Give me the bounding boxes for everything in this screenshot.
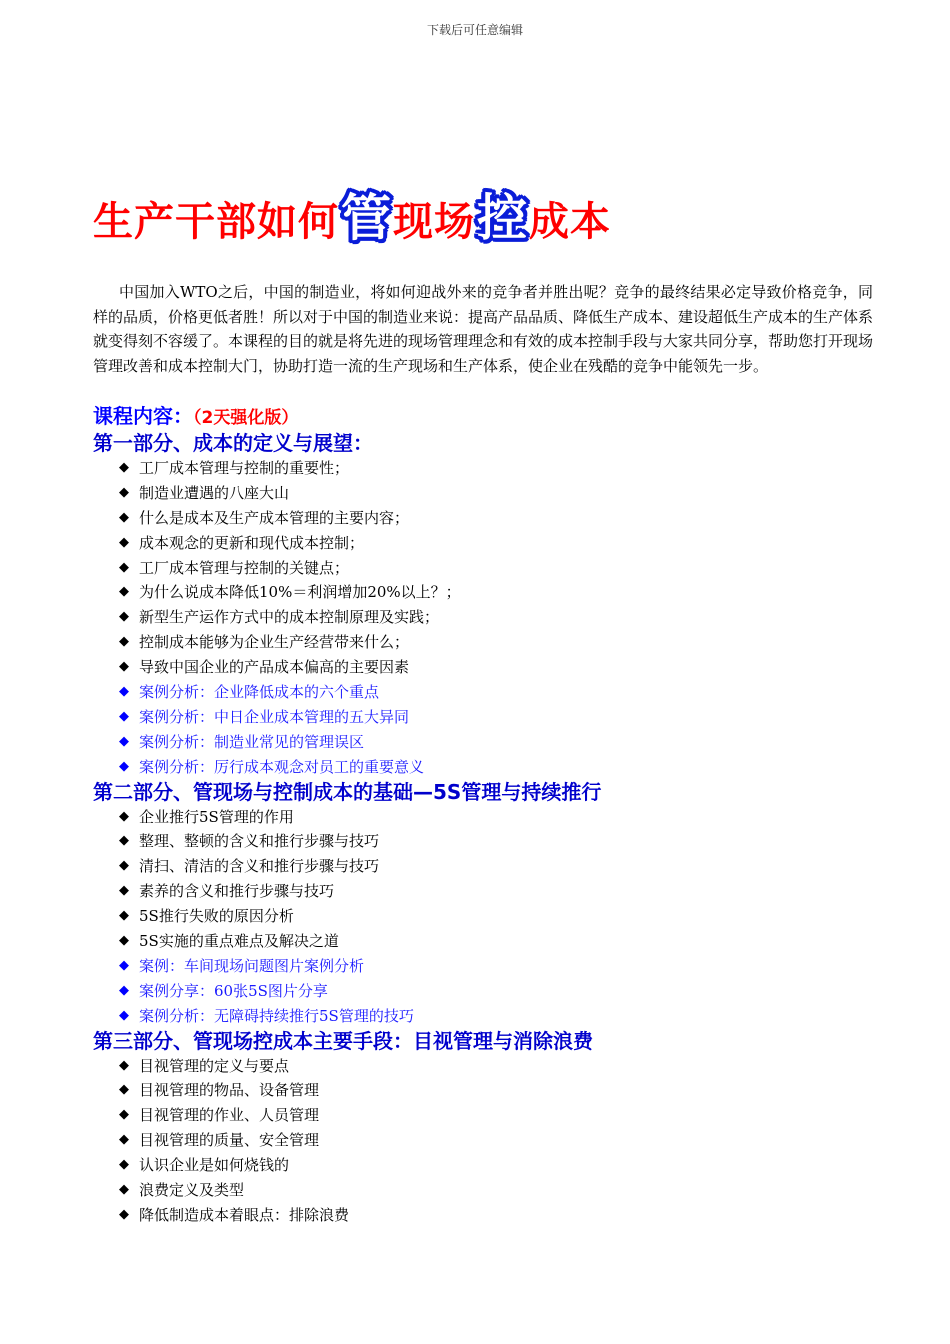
case-item (119, 1004, 893, 1029)
diamond-bullet-icon: ◆ (119, 758, 129, 774)
list-item-text: 为什么说成本降低10%＝利润增加20%以上？； (139, 583, 461, 602)
list-item-text: 制造业遭遇的八座大山 (139, 483, 290, 502)
list-item (119, 655, 893, 680)
list-item-text: 目视管理的作业、人员管理 (139, 1106, 320, 1125)
list-item (119, 929, 893, 954)
diamond-bullet-icon: ◆ (119, 908, 129, 924)
diamond-bullet-icon: ◆ (119, 1182, 129, 1198)
diamond-bullet-icon: ◆ (119, 534, 129, 550)
diamond-bullet-icon: ◆ (119, 808, 129, 824)
list-item-text: 案例分析：企业降低成本的六个重点 (139, 683, 380, 702)
section-heading: 第三部分、管现场控成本主要手段：目视管理与消除浪费 (93, 1028, 593, 1053)
list-item (119, 506, 893, 531)
header-note: 下载后可任意编辑 (426, 23, 523, 37)
case-item (119, 755, 893, 780)
list-item (119, 1153, 893, 1178)
list-item (119, 854, 893, 879)
title-part-1: 生产干部如何 (93, 198, 339, 245)
list-item-text: 新型生产运作方式中的成本控制原理及实践； (139, 608, 440, 627)
diamond-bullet-icon: ◆ (119, 1206, 129, 1222)
diamond-bullet-icon: ◆ (119, 957, 129, 973)
list-item-text: 案例分析：中日企业成本管理的五大异同 (139, 707, 410, 726)
list-item-text: 清扫、清洁的含义和推行步骤与技巧 (139, 857, 380, 876)
diamond-bullet-icon: ◆ (119, 1082, 129, 1098)
title-badge-guan: 管 (341, 189, 391, 247)
course-label (93, 403, 893, 431)
list-item (119, 1128, 893, 1153)
section-heading: 第二部分、管现场与控制成本的基础—5S管理与持续推行 (93, 779, 602, 804)
course-edition: （2天强化版） (193, 408, 299, 428)
list-item-text: 目视管理的质量、安全管理 (139, 1131, 320, 1150)
list-item-text: 案例分析：制造业常见的管理误区 (139, 732, 365, 751)
list-item (119, 1103, 893, 1128)
list-item (119, 829, 893, 854)
diamond-bullet-icon: ◆ (119, 634, 129, 650)
list-item-text: 目视管理的定义与要点 (139, 1056, 290, 1075)
diamond-bullet-icon: ◆ (119, 1057, 129, 1073)
list-item (119, 1078, 893, 1103)
list-item-text: 企业推行5S管理的作用 (139, 807, 294, 826)
list-item-text: 导致中国企业的产品成本偏高的主要因素 (139, 658, 410, 677)
list-item-text: 认识企业是如何烧钱的 (139, 1156, 290, 1175)
list-item-text: 案例分析：厉行成本观念对员工的重要意义 (139, 757, 425, 776)
list-item-text: 控制成本能够为企业生产经营带来什么； (139, 633, 410, 652)
diamond-bullet-icon: ◆ (119, 609, 129, 625)
diamond-bullet-icon: ◆ (119, 858, 129, 874)
diamond-bullet-icon: ◆ (119, 1132, 129, 1148)
case-item (119, 730, 893, 755)
list-item (119, 605, 893, 630)
title-part-2: 现场 (393, 198, 475, 245)
list-item-text: 目视管理的物品、设备管理 (139, 1081, 320, 1100)
diamond-bullet-icon: ◆ (119, 509, 129, 525)
list-item (119, 556, 893, 581)
diamond-bullet-icon: ◆ (119, 584, 129, 600)
intro-paragraph: 中国加入WTO之后，中国的制造业，将如何迎战外来的竞争者并胜出呢？竞争的最终结果必定导致价格竞争，同样的品质，价格更低者胜！所以对于中国的制造业来说：提高产品品质、降低生产成本、建设超低生产成本的生产体系就变得刻不容缓了。本课程的目的就是将先进的现场管理理念和有效的成本控制手段与大家共同分享，帮助您打开现场管理改善和成本控制大门，协助打造一流的生产现场和生产体系，使企业在残酷的竞争中能领先一步。 (93, 283, 874, 375)
case-item (119, 705, 893, 730)
list-item (119, 481, 893, 506)
list-item-text: 案例分享：60张5S图片分享 (139, 981, 328, 1000)
diamond-bullet-icon: ◆ (119, 883, 129, 899)
list-item-text: 5S实施的重点难点及解决之道 (139, 932, 339, 951)
list-item-text: 案例分析：无障碍持续推行5S管理的技巧 (139, 1006, 414, 1025)
list-item-text: 浪费定义及类型 (139, 1181, 245, 1200)
diamond-bullet-icon: ◆ (119, 684, 129, 700)
diamond-bullet-icon: ◆ (119, 1107, 129, 1123)
diamond-bullet-icon: ◆ (119, 460, 129, 475)
diamond-bullet-icon: ◆ (119, 559, 129, 575)
list-item-text: 什么是成本及生产成本管理的主要内容； (139, 508, 410, 527)
list-item (119, 456, 893, 481)
diamond-bullet-icon: ◆ (119, 708, 129, 724)
list-item-text: 素养的含义和推行步骤与技巧 (139, 882, 335, 901)
diamond-bullet-icon: ◆ (119, 659, 129, 675)
title-badge-kong: 控 (477, 189, 527, 247)
course-content (93, 403, 893, 1228)
diamond-bullet-icon: ◆ (119, 833, 129, 849)
section-item-list (93, 1054, 893, 1228)
list-item (119, 879, 893, 904)
case-item (119, 954, 893, 979)
section-item-list (93, 456, 893, 780)
sections (93, 431, 893, 1228)
list-item-text: 案例：车间现场问题图片案例分析 (139, 956, 365, 975)
list-item (119, 1054, 893, 1079)
list-item (119, 1203, 893, 1228)
list-item (119, 805, 893, 830)
list-item-text: 5S推行失败的原因分析 (139, 907, 294, 926)
list-item (119, 580, 893, 605)
diamond-bullet-icon: ◆ (119, 484, 129, 500)
list-item-text: 降低制造成本着眼点：排除浪费 (139, 1205, 350, 1224)
document-title (93, 178, 611, 258)
title-part-3: 成本 (529, 198, 611, 245)
list-item-text: 工厂成本管理与控制的重要性； (139, 459, 350, 477)
course-label-text: 课程内容： (93, 404, 193, 428)
diamond-bullet-icon: ◆ (119, 1157, 129, 1173)
diamond-bullet-icon: ◆ (119, 933, 129, 949)
list-item (119, 630, 893, 655)
case-item (119, 979, 893, 1004)
list-item (119, 904, 893, 929)
diamond-bullet-icon: ◆ (119, 733, 129, 749)
list-item-text: 整理、整顿的含义和推行步骤与技巧 (139, 832, 380, 851)
list-item-text: 成本观念的更新和现代成本控制； (139, 533, 365, 552)
case-item (119, 680, 893, 705)
section-item-list (93, 805, 893, 1029)
section-heading: 第一部分、成本的定义与展望： (93, 431, 373, 455)
diamond-bullet-icon: ◆ (119, 982, 129, 998)
list-item (119, 1178, 893, 1203)
diamond-bullet-icon: ◆ (119, 1007, 129, 1023)
list-item-text: 工厂成本管理与控制的关键点； (139, 558, 350, 577)
list-item (119, 531, 893, 556)
